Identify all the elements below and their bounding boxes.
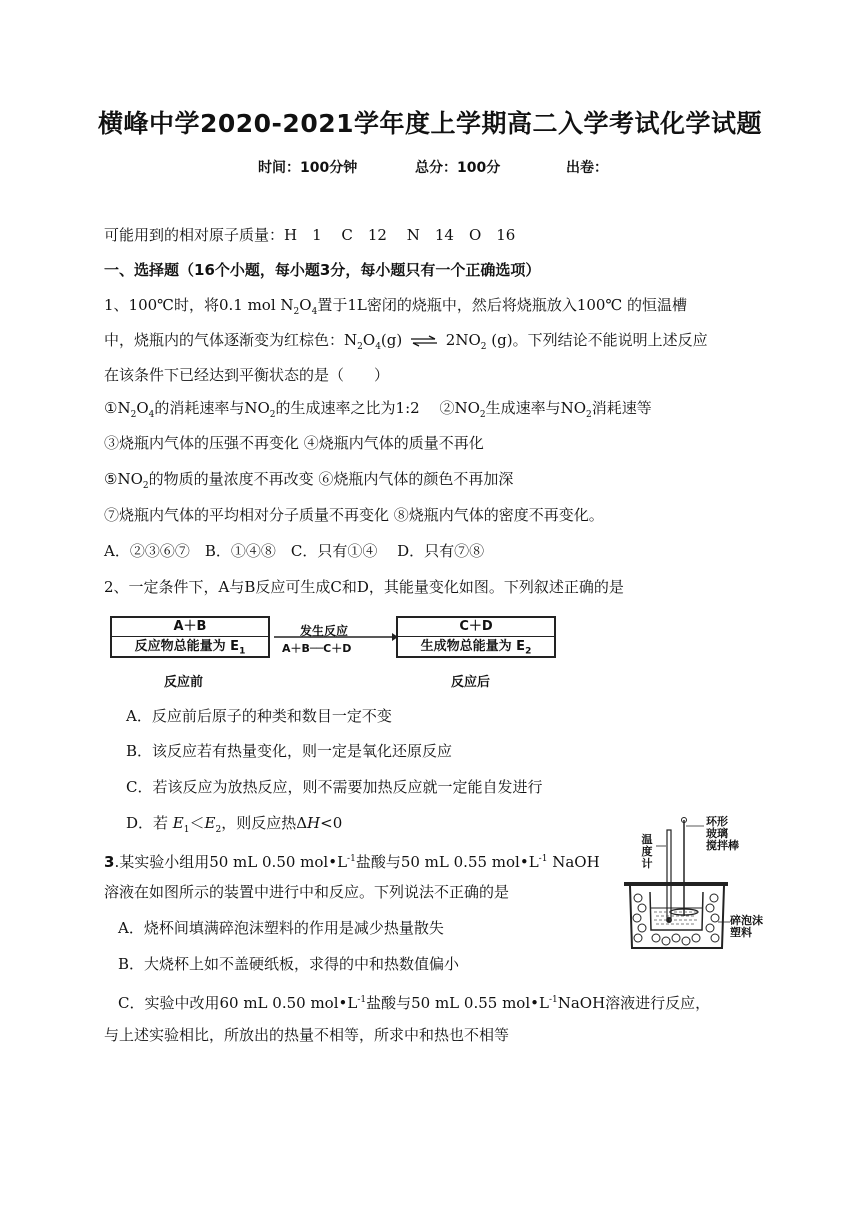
q2-option-d: D．若 $E_1<E_2$，则反应热ΔH<0 [126,814,343,835]
exam-time: 时间：100分钟 [258,160,358,176]
thermometer-label: 温 度 计 [641,833,653,870]
q1-line1: 1、100℃时，将0.1 mol $N_2O_4$置于1L密闭的烧瓶中，然后将烧瓶放入100℃ 的恒温槽 [104,296,687,317]
atomic-masses: 可能用到的相对原子质量：H 1 C 12 N 14 O 16 [104,226,516,244]
q2-stem: 2、一定条件下，A与B反应可生成C和D，其能量变化如图。下列叙述正确的是 [104,578,624,596]
q1-statement-1: $①N_2O_4$的消耗速率与$NO_2$的生成速率之比为1:2 $②NO_2$生成速率与$NO_2$消耗速等 [104,399,652,420]
energy-diagram-equation: A＋B──C＋D [282,642,352,655]
equilibrium-arrow-icon [409,335,439,347]
energy-diagram-after-label: 反应后 [451,675,491,690]
q3-option-b: B．大烧杯上如不盖硬纸板，求得的中和热数值偏小 [118,955,460,973]
q1-statement-2: ③烧瓶内气体的压强不再变化 ④烧瓶内气体的质量不再化 [104,434,484,452]
q1-statement-4: ⑦烧瓶内气体的平均相对分子质量不再变化 ⑧烧瓶内气体的密度不再变化。 [104,506,604,524]
q3-option-c-line2: 与上述实验相比，所放出的热量不相等，所求中和热也不相等 [104,1026,510,1044]
q1-options: A．②③⑥⑦ B．①④⑧ C．只有①④ D．只有⑦⑧ [104,542,485,560]
exam-meta [258,157,608,177]
q1-line3: 在该条件下已经达到平衡状态的是（ ） [104,366,390,384]
section-heading: 一、选择题（16个小题，每小题3分，每小题只有一个正确选项） [104,261,541,279]
exam-author: 出卷： [565,160,608,176]
exam-score: 总分：100分 [414,160,501,176]
q3-option-c-line1: C．实验中改用60 mL 0.50 $mol•L^{-1}$盐酸与50 mL 0.55 $mol•L^{-1}NaOH$溶液进行反应， [118,994,711,1012]
q2-option-a: A．反应前后原子的种类和数目一定不变 [126,707,392,725]
q1-line2: 中，烧瓶内的气体逐渐变为红棕色：$N_2O_4(g)$ $2NO_2$ (g)。下列结论不能说明上述反应 [104,331,708,352]
energy-diagram-arrow-label: 发生反应 [300,624,349,638]
energy-diagram-right-box: C＋D 生成物总能量为 $E_2$ [396,616,556,658]
q1-statement-3: $⑤NO_2$的物质的量浓度不再改变 ⑥烧瓶内气体的颜色不再加深 [104,470,514,491]
q2-option-c: C．若该反应为放热反应，则不需要加热反应就一定能自发进行 [126,778,543,796]
q3-line1: 3.某实验小组用50 mL 0.50 $mol•L^{-1}$盐酸与50 mL 0.55 $mol•L^{-1}$ NaOH [104,853,600,871]
foam-label: 碎泡沫 塑料 [730,914,763,939]
stirrer-label: 环形 玻璃 搅拌棒 [706,815,739,852]
q3-line2: 溶液在如图所示的装置中进行中和反应。下列说法不正确的是 [104,883,510,901]
exam-title: 横峰中学2020-2021学年度上学期高二入学考试化学试题 [97,109,763,138]
energy-diagram-before-label: 反应前 [164,675,204,690]
q2-option-b: B．该反应若有热量变化，则一定是氧化还原反应 [126,742,453,760]
q3-option-a: A．烧杯间填满碎泡沫塑料的作用是减少热量散失 [118,919,444,937]
energy-diagram-left-box: A＋B 反应物总能量为 $E_1$ [110,616,270,658]
